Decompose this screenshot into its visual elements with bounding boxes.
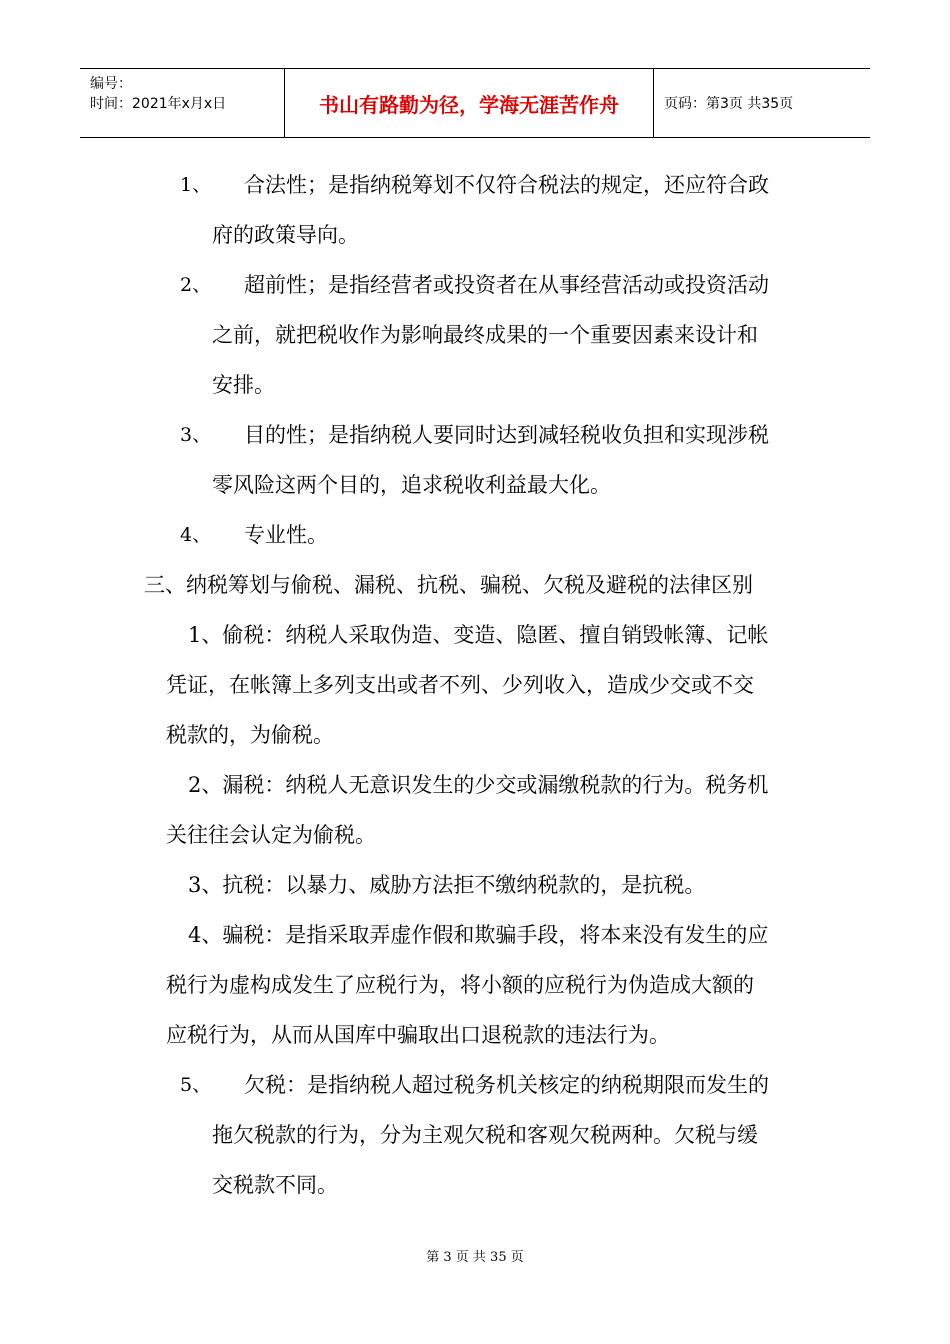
paragraph-1-line-2: 凭证，在帐簿上多列支出或者不列、少列收入，造成少交或不交	[166, 673, 754, 697]
section-heading: 三、纳税筹划与偷税、漏税、抗税、骗税、欠税及避税的法律区别	[144, 573, 753, 597]
paragraph-4-line-2: 税行为虚构成发生了应税行为，将小额的应税行为伪造成大额的	[166, 973, 754, 997]
motto-text: 书山有路勤为径，学海无涯苦作舟	[319, 92, 619, 117]
item-1-number: 1、	[180, 174, 212, 196]
page-number-label: 页码：第3页 共35页	[664, 96, 794, 112]
item-5-number: 5、	[180, 1074, 212, 1096]
item-1-line-2: 府的政策导向。	[212, 223, 359, 247]
item-3-line-2: 零风险这两个目的，追求税收利益最大化。	[212, 473, 611, 497]
header-motto-cell	[284, 69, 654, 137]
header-info-cell	[80, 69, 284, 137]
paragraph-2-line-2: 关往往会认定为偷税。	[166, 823, 376, 847]
item-2-number: 2、	[180, 274, 212, 296]
item-4-number: 4、	[180, 524, 212, 546]
paragraph-4-line-1: 4、骗税：是指采取弄虚作假和欺骗手段，将本来没有发生的应	[188, 923, 769, 947]
item-4-line-1: 专业性。	[244, 523, 328, 547]
item-1-line-1: 合法性；是指纳税筹划不仅符合税法的规定，还应符合政	[244, 173, 769, 197]
header-page-cell	[654, 69, 870, 137]
item-5-line-2: 拖欠税款的行为，分为主观欠税和客观欠税两种。欠税与缓	[212, 1123, 758, 1147]
document-number-label: 编号：	[90, 76, 132, 92]
document-date-label: 时间：2021年x月x日	[90, 96, 227, 112]
paragraph-3-line-1: 3、抗税：以暴力、威胁方法拒不缴纳税款的，是抗税。	[188, 873, 706, 897]
item-2-line-3: 安排。	[212, 373, 275, 397]
paragraph-2-line-1: 2、漏税：纳税人无意识发生的少交或漏缴税款的行为。税务机	[188, 773, 769, 797]
paragraph-4-line-3: 应税行为，从而从国库中骗取出口退税款的违法行为。	[166, 1023, 670, 1047]
page-header	[80, 68, 870, 138]
item-3-line-1: 目的性；是指纳税人要同时达到减轻税收负担和实现涉税	[244, 423, 769, 447]
item-5-line-1: 欠税：是指纳税人超过税务机关核定的纳税期限而发生的	[244, 1073, 769, 1097]
page-footer: 第 3 页 共 35 页	[426, 1250, 524, 1265]
item-3-number: 3、	[180, 424, 212, 446]
paragraph-1-line-1: 1、偷税：纳税人采取伪造、变造、隐匿、擅自销毁帐簿、记帐	[188, 623, 769, 647]
item-5-line-3: 交税款不同。	[212, 1173, 338, 1197]
item-2-line-1: 超前性；是指经营者或投资者在从事经营活动或投资活动	[244, 273, 769, 297]
item-2-line-2: 之前，就把税收作为影响最终成果的一个重要因素来设计和	[212, 323, 758, 347]
paragraph-1-line-3: 税款的，为偷税。	[166, 723, 334, 747]
